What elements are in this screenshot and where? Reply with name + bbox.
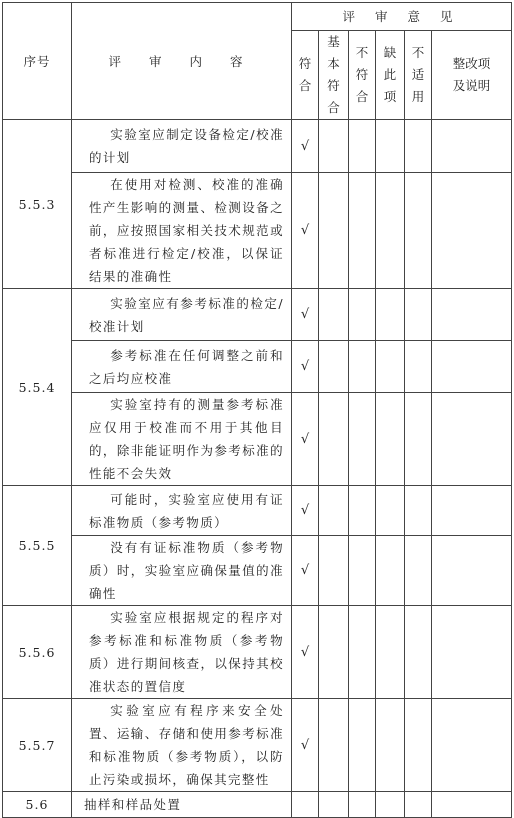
check-mark: √ xyxy=(292,536,319,606)
header-conform: 符 合 xyxy=(292,31,319,120)
review-item: 参考标准在任何调整之前和之后均应校准 xyxy=(72,341,292,393)
check-mark: √ xyxy=(292,699,319,792)
seq-cell: 5.5.6 xyxy=(3,606,72,699)
header-basic-conform: 基 本 符 合 xyxy=(319,31,349,120)
check-mark: √ xyxy=(292,341,319,393)
header-not-applicable: 不 适 用 xyxy=(405,31,432,120)
header-opinion: 评 审 意 见 xyxy=(292,3,512,31)
check-mark: √ xyxy=(292,606,319,699)
review-item: 实验室应根据规定的程序对参考标准和标准物质（参考物质）进行期间核查，以保持其校准状态的置信度 xyxy=(72,606,292,699)
review-item: 实验室应有参考标准的检定/校准计划 xyxy=(72,289,292,341)
seq-cell: 5.6 xyxy=(3,792,72,818)
section-title: 抽样和样品处置 xyxy=(72,792,292,818)
review-item: 在使用对检测、校准的准确性产生影响的测量、检测设备之前，应按照国家相关技术规范或者标准进行检定/校准，以保证结果的准确性 xyxy=(72,173,292,289)
review-item: 实验室持有的测量参考标准应仅用于校准而不用于其他目的，除非能证明作为参考标准的性能不会失效 xyxy=(72,393,292,486)
header-missing: 缺 此 项 xyxy=(376,31,405,120)
review-table xyxy=(2,2,512,818)
check-mark: √ xyxy=(292,289,319,341)
seq-cell: 5.5.7 xyxy=(3,699,72,792)
header-seq: 序号 xyxy=(3,3,72,120)
review-item: 可能时，实验室应使用有证标准物质（参考物质） xyxy=(72,486,292,536)
header-nonconform: 不 符 合 xyxy=(349,31,376,120)
check-mark: √ xyxy=(292,486,319,536)
check-mark: √ xyxy=(292,173,319,289)
seq-cell: 5.5.4 xyxy=(3,289,72,486)
seq-cell: 5.5.5 xyxy=(3,486,72,606)
header-content: 评 审 内 容 xyxy=(72,3,292,120)
check-mark: √ xyxy=(292,393,319,486)
header-rectification: 整改项 及说明 xyxy=(432,31,512,120)
seq-cell: 5.5.3 xyxy=(3,120,72,289)
review-item: 实验室应制定设备检定/校准的计划 xyxy=(72,120,292,173)
review-item: 实验室应有程序来安全处置、运输、存储和使用参考标准和标准物质（参考物质），以防止污染或损坏，确保其完整性 xyxy=(72,699,292,792)
review-item: 没有有证标准物质（参考物质）时，实验室应确保量值的准确性 xyxy=(72,536,292,606)
check-mark: √ xyxy=(292,120,319,173)
